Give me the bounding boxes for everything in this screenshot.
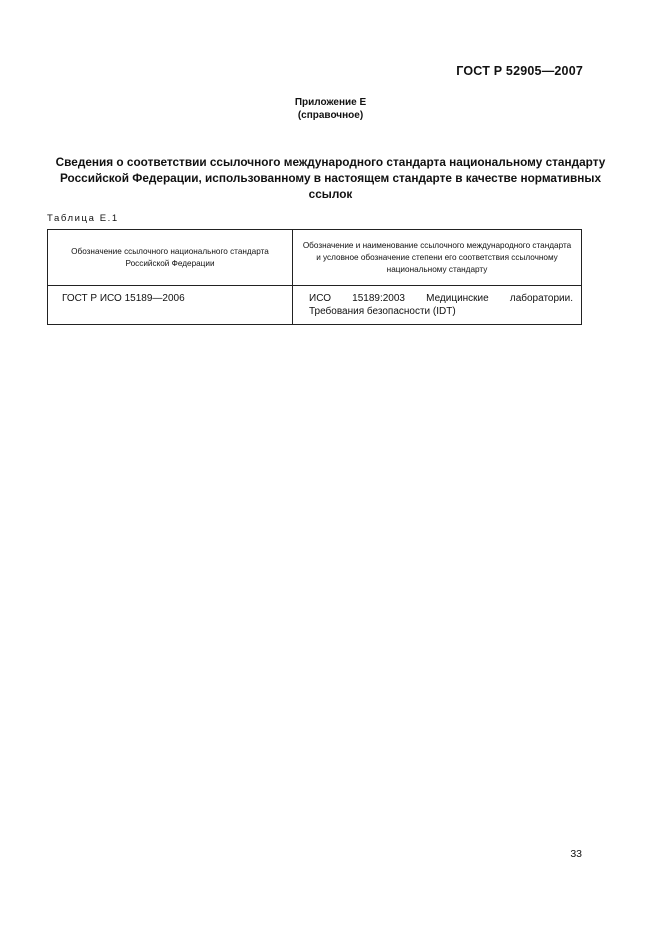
column-header-international-standard: Обозначение и наименование ссылочного международного стандарта и условное обозначение степени его соответствия ссылочному национальному стандарту [293, 230, 582, 286]
table-row [48, 286, 582, 325]
cell-national-standard: ГОСТ Р ИСО 15189—2006 [48, 286, 293, 325]
table-header-row [48, 230, 582, 286]
section-title: Сведения о соответствии ссылочного международного стандарта национальному стандарту Российской Федерации, использованному в настоящем стандарте в качестве нормативных ссылок [55, 155, 606, 201]
reference-table [47, 229, 582, 325]
appendix-subtitle: (справочное) [297, 110, 364, 121]
column-header-national-standard: Обозначение ссылочного национального стандарта Российской Федерации [48, 230, 293, 286]
appendix-title: Приложение Е [294, 97, 367, 108]
cell-international-standard: ИСО 15189:2003 Медицинские лаборатории. Требования безопасности (IDT) [293, 286, 582, 325]
document-code: ГОСТ Р 52905—2007 [456, 64, 583, 78]
page-number: 33 [570, 848, 582, 860]
table-caption: Таблица Е.1 [47, 213, 119, 224]
appendix-heading [0, 96, 661, 122]
